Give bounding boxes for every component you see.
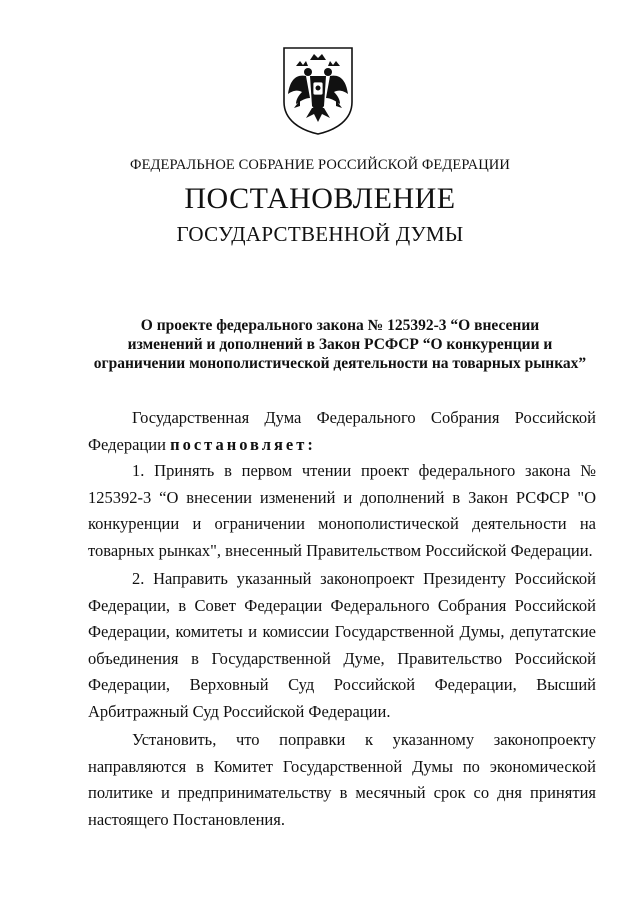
- item-1-text: 1. Принять в первом чтении проект федерального закона № 125392-3 “О внесении изменений и дополнений в Закон РСФСР "О конкуренции и ограничении монополистической деятельности на товарных рынках", внесенный Правительством Российской Федерации.: [88, 461, 596, 560]
- intro-paragraph: [88, 405, 596, 458]
- parliament-name: ФЕДЕРАЛЬНОЕ СОБРАНИЕ РОССИЙСКОЙ ФЕДЕРАЦИИ: [130, 157, 510, 173]
- document-subject: [80, 316, 600, 373]
- item-3-text: Установить, что поправки к указанному законопроекту направляются в Комитет Государственной Думы по экономической политике и предпринимательству в месячный срок со дня принятия настоящего Постановления.: [88, 730, 596, 829]
- subject-line-1: О проекте федерального закона № 125392-3 “О внесении: [140, 317, 540, 334]
- intro-text: [88, 405, 596, 458]
- intro-verb: постановляет:: [170, 434, 316, 454]
- item-2-text: 2. Направить указанный законопроект Президенту Российской Федерации, в Совет Федерации Федерального Собрания Российской Федерации, комитеты и комиссии Государственной Думы, депутатские объединения в Государственной Думе, Правительство Российской Федерации, Верховный Суд Российской Федерации, Высший Арбитражный Суд Российской Федерации.: [88, 569, 596, 721]
- state-emblem-icon: [278, 44, 358, 136]
- document-issuer: ГОСУДАРСТВЕННОЙ ДУМЫ: [176, 222, 464, 246]
- intro-prefix: Государственная Дума Федерального Собрания Российской Федерации: [88, 408, 596, 454]
- paragraph-item-2: [88, 566, 596, 725]
- subject-line-2: изменений и дополнений в Закон РСФСР “О конкуренции и: [127, 336, 553, 353]
- subject-line-3: ограничении монополистической деятельности на товарных рынках”: [93, 355, 587, 372]
- paragraph-item-1: [88, 458, 596, 564]
- document-type-title: ПОСТАНОВЛЕНИЕ: [184, 182, 456, 215]
- paragraph-item-3: [88, 727, 596, 833]
